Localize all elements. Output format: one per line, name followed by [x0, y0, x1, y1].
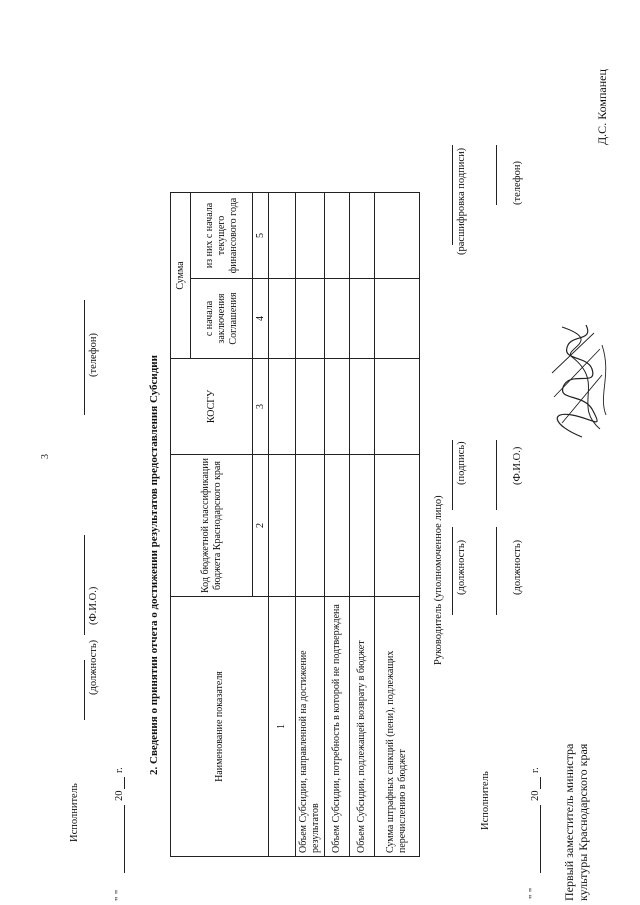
- top-name-line: [84, 535, 85, 635]
- bottom-position-caption: (должность): [512, 539, 523, 595]
- bottom-date-year-line: [540, 777, 541, 789]
- top-phone-caption: (телефон): [88, 333, 99, 377]
- bottom-date-month-line: [540, 805, 541, 873]
- column-number-2: 2: [253, 455, 269, 597]
- column-number-3: 3: [253, 359, 269, 455]
- signer-name: Д.С. Компанец: [595, 69, 609, 145]
- row-kosgu: [350, 359, 375, 455]
- bottom-date-year: 20: [530, 790, 541, 801]
- head-signature-line: [452, 440, 453, 510]
- top-date-prefix: " ": [114, 889, 125, 901]
- row-sum-total: [296, 279, 325, 359]
- bottom-date-suffix: г.: [530, 767, 541, 773]
- table-cell: [269, 359, 296, 455]
- table-row: [296, 193, 325, 857]
- top-date-month-line: [124, 805, 125, 873]
- header-from-year-start: из них с начала текущего финансового года: [191, 193, 253, 279]
- page-number: 3: [40, 454, 51, 459]
- header-from-agreement-start: с начала заключения Соглашения: [191, 279, 253, 359]
- column-number-4: 4: [253, 279, 269, 359]
- head-signature-caption: (подпись): [456, 441, 467, 485]
- bottom-phone-caption: (телефон): [512, 161, 523, 205]
- top-executor-label: Исполнитель: [69, 783, 80, 842]
- bottom-phone-line: [496, 145, 497, 205]
- row-label: Объем Субсидии, подлежащей возврату в бюджет: [350, 597, 375, 857]
- header-kosgu: КОСГУ: [171, 359, 253, 455]
- top-date-year-line: [124, 777, 125, 789]
- report-table: [170, 192, 420, 857]
- top-date-year: 20: [114, 790, 125, 801]
- top-position-caption: (должность): [88, 639, 99, 695]
- row-sum-total: [375, 279, 420, 359]
- table-cell: [269, 455, 296, 597]
- bottom-name-line: [496, 440, 497, 510]
- row-sum-total: [350, 279, 375, 359]
- column-number-1: 1: [269, 597, 296, 857]
- row-sum-year: [296, 193, 325, 279]
- row-kosgu: [375, 359, 420, 455]
- header-amount: Сумма: [171, 193, 191, 359]
- bottom-position-line: [496, 527, 497, 615]
- top-name-caption: (Ф.И.О.): [88, 586, 99, 625]
- row-kosgu: [296, 359, 325, 455]
- table-cell: [269, 193, 296, 279]
- section-title: 2. Сведения о принятии отчета о достижении результатов предоставления Субсидии: [148, 355, 160, 775]
- handwritten-signature: [542, 315, 616, 445]
- head-position-caption: (должность): [456, 539, 467, 595]
- top-position-line: [84, 660, 85, 720]
- column-number-5: 5: [253, 193, 269, 279]
- header-budget-code: Код бюджетной классификации бюджета Краснодарского края: [171, 455, 253, 597]
- signer-title: [562, 744, 590, 901]
- head-decoding-line: [452, 145, 453, 245]
- header-indicator-name: Наименование показателя: [171, 597, 269, 857]
- row-sum-total: [325, 279, 350, 359]
- row-sum-year: [325, 193, 350, 279]
- row-budget-code: [296, 455, 325, 597]
- top-date-suffix: г.: [114, 767, 125, 773]
- bottom-date-prefix: " ": [528, 887, 539, 899]
- top-phone-line: [84, 300, 85, 415]
- row-budget-code: [375, 455, 420, 597]
- bottom-name-caption: (Ф.И.О.): [512, 446, 523, 485]
- row-budget-code: [325, 455, 350, 597]
- head-label: Руководитель (уполномоченное лицо): [433, 495, 444, 665]
- bottom-executor-label: Исполнитель: [480, 771, 491, 830]
- table-row: [375, 193, 420, 857]
- head-position-line: [452, 527, 453, 615]
- row-sum-year: [350, 193, 375, 279]
- signer-title-line2: культуры Краснодарского края: [576, 743, 590, 901]
- row-sum-year: [375, 193, 420, 279]
- row-label: Объем Субсидии, направленной на достижение результатов: [296, 597, 325, 857]
- row-kosgu: [325, 359, 350, 455]
- signer-title-line1: Первый заместитель министра: [562, 743, 576, 901]
- table-row: [325, 193, 350, 857]
- row-label: Сумма штрафных санкций (пени), подлежащих перечислению в бюджет: [375, 597, 420, 857]
- head-decoding-caption: (расшифровка подписи): [456, 147, 467, 255]
- row-label: Объем Субсидии, потребность в которой не подтверждена: [325, 597, 350, 857]
- table-row: [350, 193, 375, 857]
- row-budget-code: [350, 455, 375, 597]
- table-cell: [269, 279, 296, 359]
